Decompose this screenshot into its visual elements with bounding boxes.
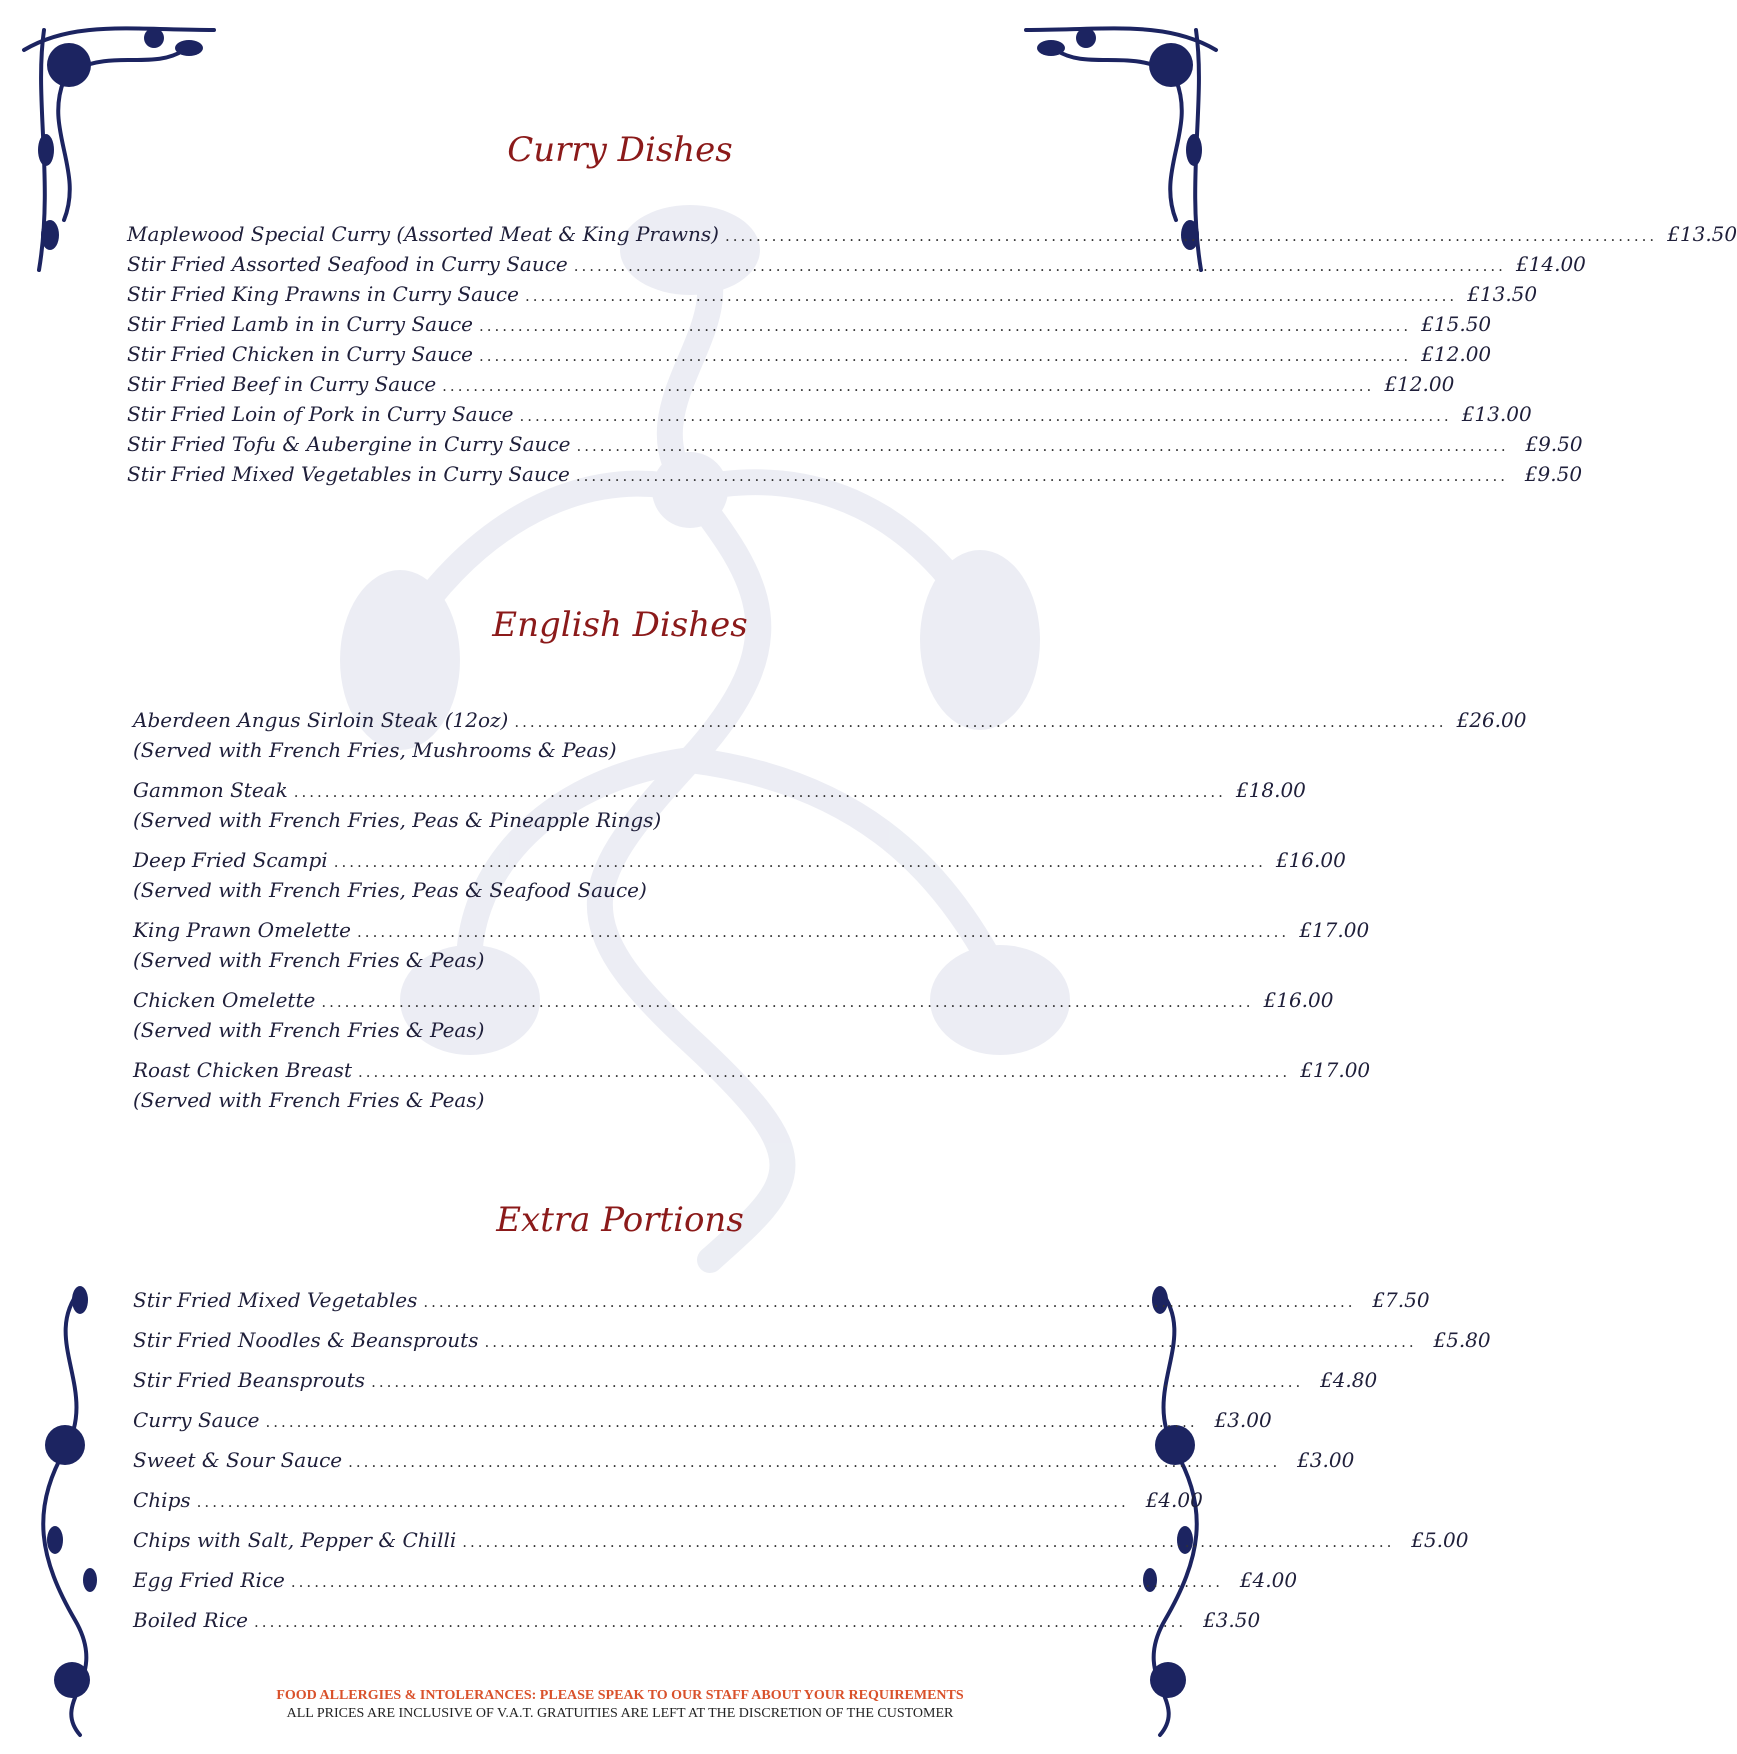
item-price: £3.00 (1214, 1408, 1272, 1432)
item-name: Roast Chicken Breast (133, 1058, 352, 1082)
item-price: £4.80 (1319, 1368, 1378, 1392)
item-name: Stir Fried Beansprouts (133, 1368, 366, 1392)
item-price: £4.00 (1145, 1488, 1203, 1512)
leader-dots: ........................................................................................................................ (293, 783, 1226, 801)
leader-dots: ........................................................................................................................ (333, 853, 1266, 871)
menu-item (133, 1568, 1298, 1592)
menu-item (127, 312, 1492, 336)
item-description: (Served with French Fries & Peas) (133, 948, 485, 972)
item-name: Stir Fried Assorted Seafood in Curry Sauce (127, 252, 568, 276)
item-name: Deep Fried Scampi (133, 848, 328, 872)
leader-dots: ........................................................................................................................ (484, 1333, 1417, 1351)
leader-dots: ........................................................................................................................ (196, 1493, 1129, 1511)
price-notice: ALL PRICES ARE INCLUSIVE OF V.A.T. GRATUITIES ARE LEFT AT THE DISCRETION OF THE CUSTOMER (286, 1706, 954, 1721)
item-name: Boiled Rice (133, 1608, 249, 1632)
menu-item (127, 462, 1583, 486)
item-price: £9.50 (1524, 462, 1583, 486)
item-price: £16.00 (1263, 988, 1334, 1012)
item-description: (Served with French Fries & Peas) (133, 1088, 485, 1112)
allergy-notice: FOOD ALLERGIES & INTOLERANCES: PLEASE SPEAK TO OUR STAFF ABOUT YOUR REQUIREMENTS (276, 1688, 964, 1703)
leader-dots: ........................................................................................................................ (479, 317, 1412, 335)
item-price: £5.80 (1433, 1328, 1491, 1352)
item-name: Stir Fried Loin of Pork in Curry Sauce (127, 402, 514, 426)
item-price: £13.50 (1667, 222, 1737, 246)
menu-item (133, 848, 1346, 872)
item-name: Maplewood Special Curry (Assorted Meat & King Prawns) (127, 222, 719, 246)
leader-dots: ........................................................................................................................ (519, 407, 1452, 425)
leader-dots: ........................................................................................................................ (462, 1533, 1395, 1551)
item-price: £14.00 (1515, 252, 1586, 276)
menu-item (127, 342, 1492, 366)
item-name: Aberdeen Angus Sirloin Steak (12oz) (133, 708, 509, 732)
item-price: £3.50 (1202, 1608, 1261, 1632)
leader-dots: ........................................................................................................................ (575, 467, 1509, 485)
item-name: Curry Sauce (133, 1408, 260, 1432)
item-price: £12.00 (1421, 342, 1492, 366)
item-name: Stir Fried Mixed Vegetables (133, 1288, 418, 1312)
leader-dots: ........................................................................................................................ (442, 377, 1375, 395)
leader-dots: ........................................................................................................................ (371, 1373, 1304, 1391)
menu-item (133, 1328, 1491, 1352)
menu-item (133, 708, 1527, 732)
floral-side-border-icon (20, 1280, 115, 1740)
item-name: Stir Fried Mixed Vegetables in Curry Sauce (127, 462, 570, 486)
item-name: Gammon Steak (133, 778, 288, 802)
item-name: Sweet & Sour Sauce (133, 1448, 343, 1472)
leader-dots: ........................................................................................................................ (265, 1413, 1198, 1431)
item-price: £4.00 (1239, 1568, 1298, 1592)
leader-dots: ........................................................................................................................ (576, 437, 1509, 455)
item-name: Chips with Salt, Pepper & Chilli (133, 1528, 457, 1552)
menu-item (127, 252, 1586, 276)
section-title-english-dishes: English Dishes (492, 605, 748, 645)
item-price: £3.00 (1297, 1448, 1355, 1472)
item-description: (Served with French Fries, Peas & Seafood Sauce) (133, 878, 647, 902)
menu-item (127, 432, 1583, 456)
menu-item (133, 778, 1306, 802)
item-name: Stir Fried Lamb in in Curry Sauce (127, 312, 473, 336)
leader-dots: ........................................................................................................................ (573, 257, 1506, 275)
leader-dots: ........................................................................................................................ (724, 227, 1658, 245)
leader-dots: ........................................................................................................................ (479, 347, 1412, 365)
menu-item (127, 372, 1455, 396)
leader-dots: ........................................................................................................................ (254, 1613, 1187, 1631)
menu-item (133, 988, 1334, 1012)
item-name: Egg Fried Rice (133, 1568, 285, 1592)
menu-item (133, 1448, 1355, 1472)
menu-item (127, 402, 1532, 426)
leader-dots: ........................................................................................................................ (321, 993, 1254, 1011)
item-price: £9.50 (1525, 432, 1583, 456)
menu-item (133, 1408, 1272, 1432)
item-price: £12.00 (1384, 372, 1455, 396)
item-price: £13.50 (1467, 282, 1538, 306)
item-price: £16.00 (1275, 848, 1346, 872)
item-price: £26.00 (1456, 708, 1527, 732)
item-name: Stir Fried King Prawns in Curry Sauce (127, 282, 519, 306)
leader-dots: ........................................................................................................................ (357, 1063, 1291, 1081)
item-name: Chips (133, 1488, 191, 1512)
item-price: £13.00 (1461, 402, 1532, 426)
item-price: £7.50 (1372, 1288, 1430, 1312)
menu-item (133, 1608, 1261, 1632)
menu-item (133, 1288, 1430, 1312)
leader-dots: ........................................................................................................................ (290, 1573, 1224, 1591)
item-price: £17.00 (1299, 918, 1370, 942)
leader-dots: ........................................................................................................................ (524, 287, 1458, 305)
menu-item (133, 918, 1370, 942)
item-description: (Served with French Fries, Mushrooms & Peas) (133, 738, 617, 762)
menu-item (133, 1058, 1371, 1082)
item-name: Stir Fried Tofu & Aubergine in Curry Sauce (127, 432, 571, 456)
section-title-extra-portions: Extra Portions (496, 1200, 744, 1240)
menu-item (133, 1528, 1469, 1552)
item-name: King Prawn Omelette (133, 918, 352, 942)
leader-dots: ........................................................................................................................ (423, 1293, 1356, 1311)
section-title-curry-dishes: Curry Dishes (507, 130, 733, 170)
item-name: Chicken Omelette (133, 988, 316, 1012)
item-description: (Served with French Fries & Peas) (133, 1018, 485, 1042)
item-name: Stir Fried Chicken in Curry Sauce (127, 342, 473, 366)
item-price: £15.50 (1421, 312, 1492, 336)
item-name: Stir Fried Beef in Curry Sauce (127, 372, 437, 396)
item-price: £17.00 (1300, 1058, 1371, 1082)
item-price: £5.00 (1411, 1528, 1469, 1552)
menu-item (127, 282, 1538, 306)
leader-dots: ........................................................................................................................ (348, 1453, 1281, 1471)
item-description: (Served with French Fries, Peas & Pineapple Rings) (133, 808, 662, 832)
leader-dots: ........................................................................................................................ (514, 713, 1447, 731)
item-name: Stir Fried Noodles & Beansprouts (133, 1328, 479, 1352)
menu-item (133, 1368, 1378, 1392)
menu-item (127, 222, 1737, 246)
item-price: £18.00 (1235, 778, 1306, 802)
menu-item (133, 1488, 1203, 1512)
leader-dots: ........................................................................................................................ (357, 923, 1290, 941)
